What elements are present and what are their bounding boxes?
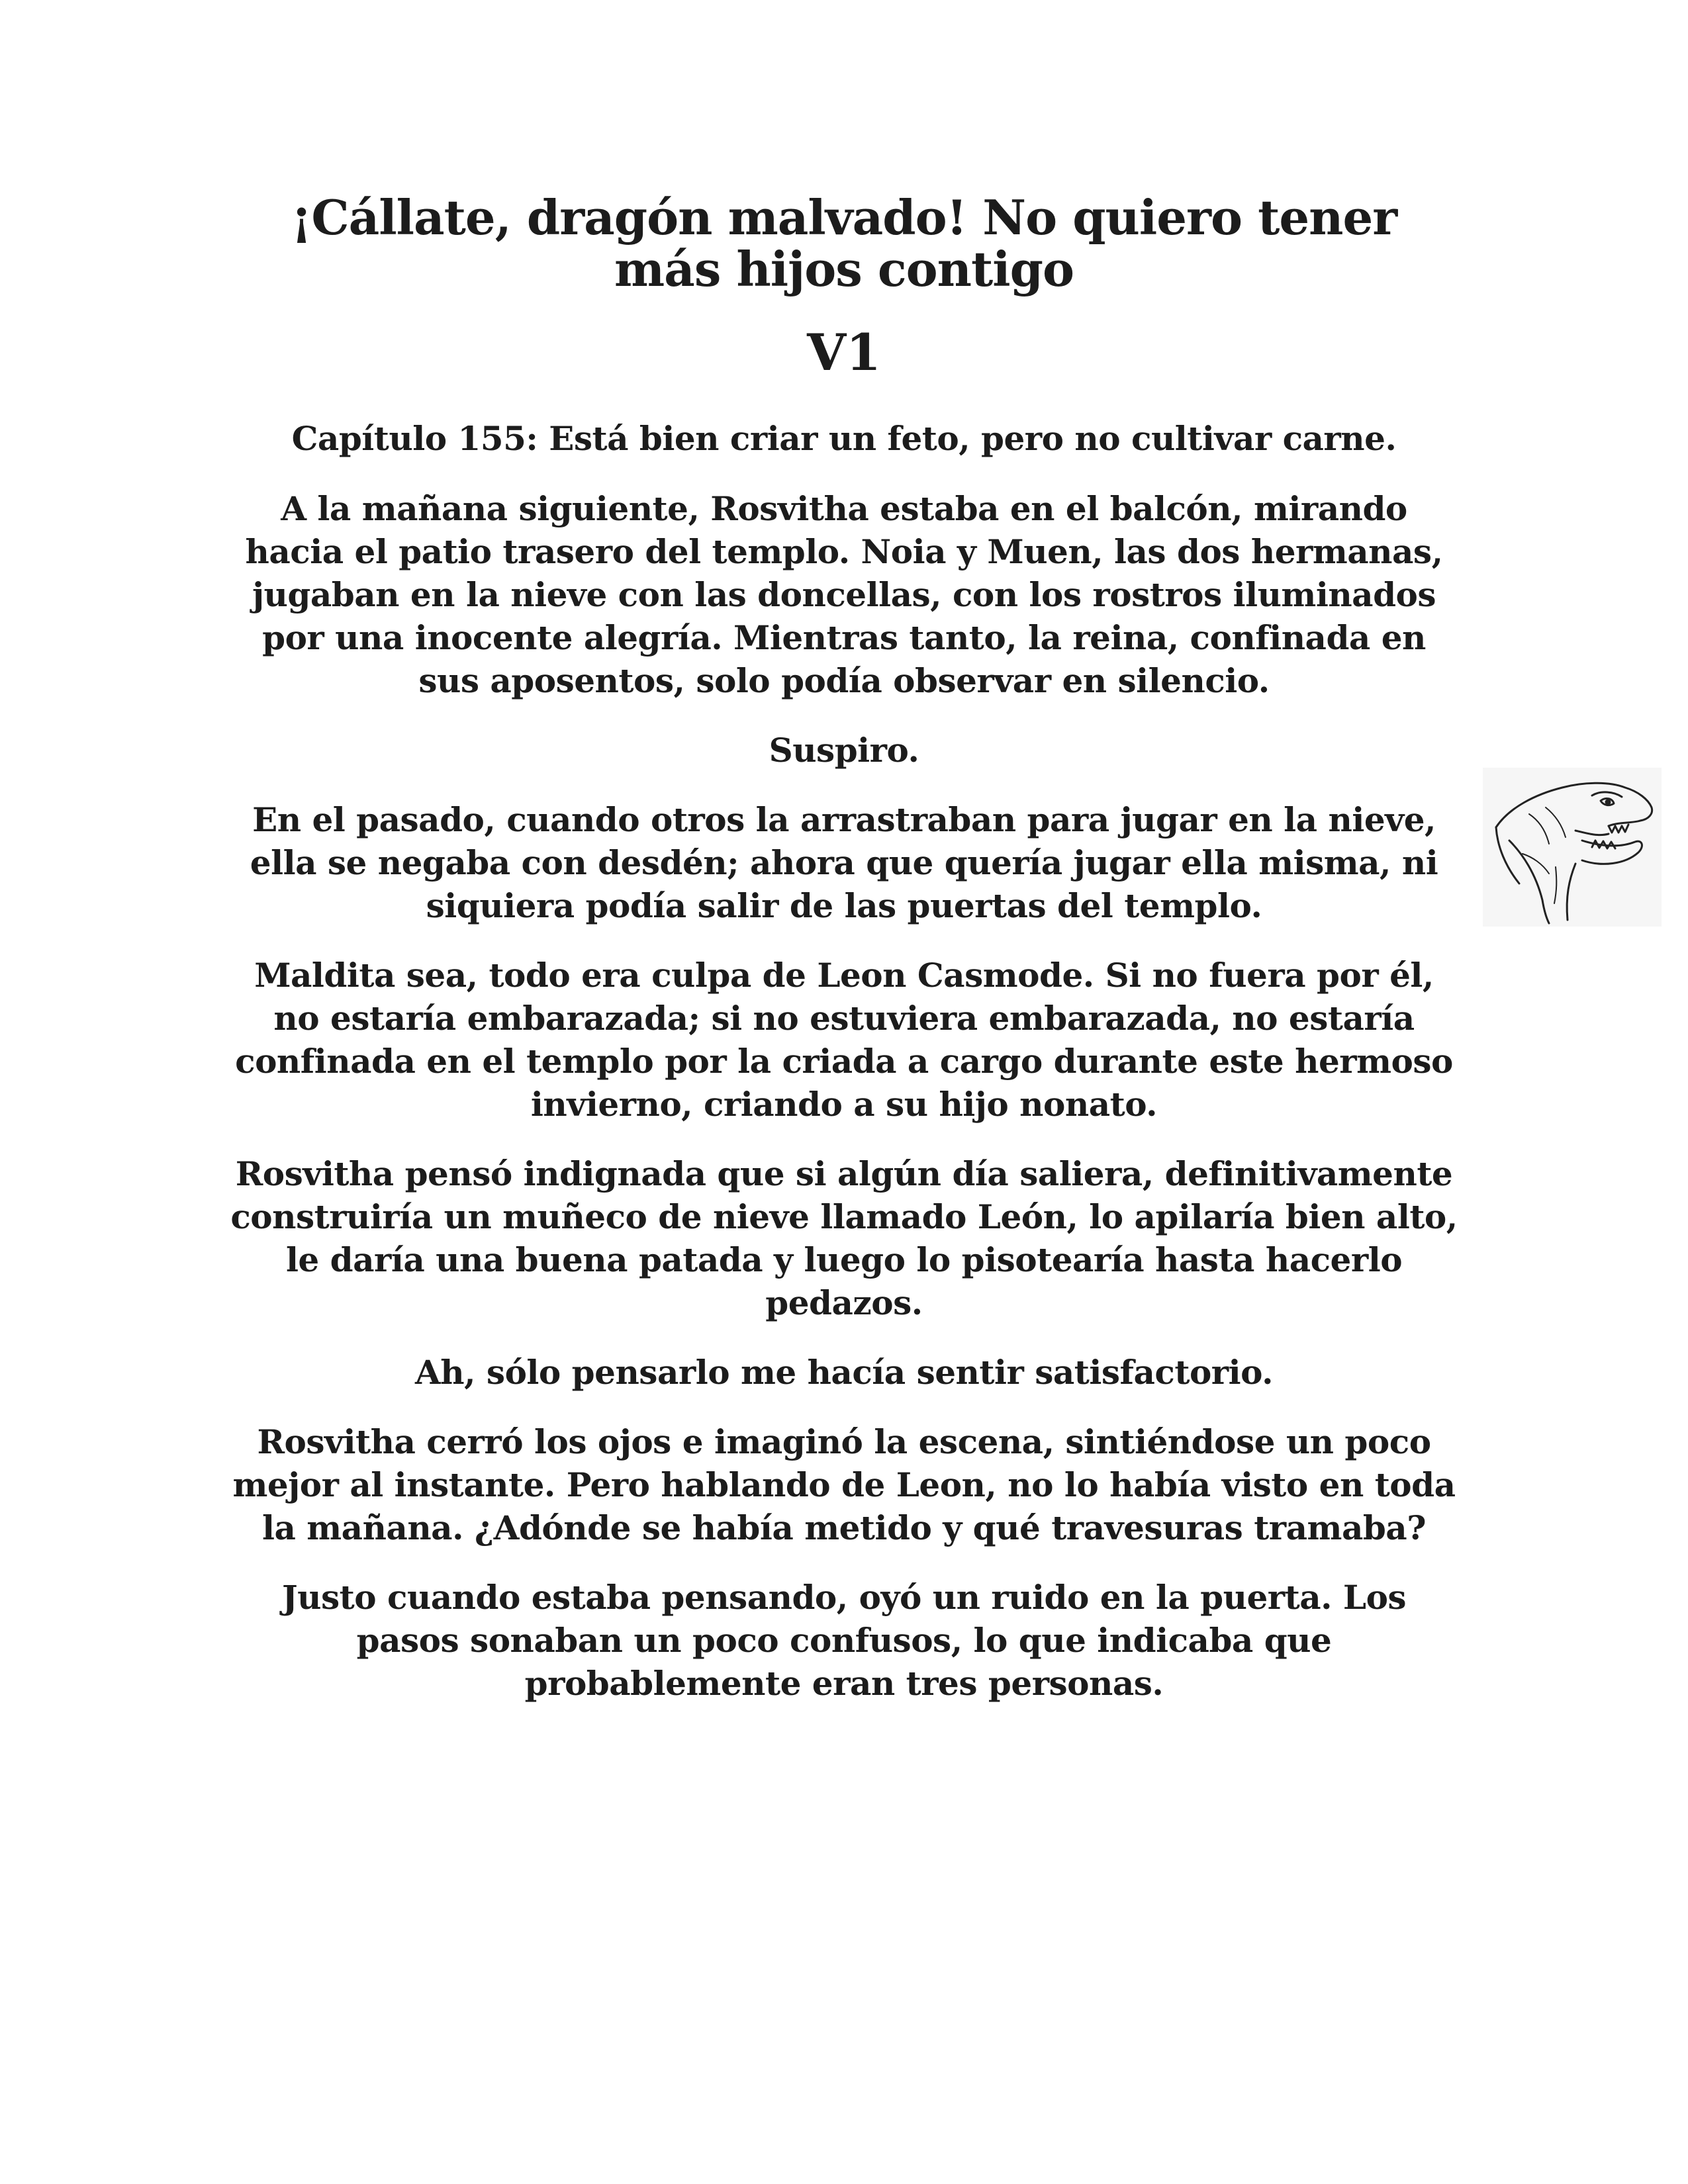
document-title (218, 189, 1470, 297)
paragraph-7: Rosvitha cerró los ojos e imaginó la escena, sintiéndose un poco mejor al instante. Pero hablando de Leon, no lo había visto en toda la mañana. ¿Adónde se había metido y qué travesuras tramaba? (232, 1422, 1456, 1547)
paragraph-3: En el pasado, cuando otros la arrastraban para jugar en la nieve, ella se negaba con desdén; ahora que quería jugar ella misma, ni siquiera podía salir de las puertas del templo. (250, 800, 1438, 925)
title-line-1: ¡Cállate, dragón malvado! No quiero tener (291, 189, 1397, 246)
paragraph-1: A la mañana siguiente, Rosvitha estaba en el balcón, mirando hacia el patio trasero del templo. Noia y Muen, las dos hermanas, jugaban en la nieve con las doncellas, con los rostros iluminados por una inocente alegría. Mientras tanto, la reina, confinada en sus aposentos, solo podía observar en silencio. (245, 489, 1443, 700)
document-page (218, 189, 1470, 1705)
paragraph-8: Justo cuando estaba pensando, oyó un ruido en la puerta. Los pasos sonaban un poco confusos, lo que indicaba que probablemente eran tres personas. (281, 1578, 1407, 1703)
paragraph-5: Rosvitha pensó indignada que si algún día saliera, definitivamente construiría un muñeco de nieve llamado León, lo apilaría bien alto, le daría una buena patada y luego lo pisotearía hasta hacerlo pedazos. (230, 1154, 1458, 1322)
chapter-heading: Capítulo 155: Está bien criar un feto, pero no cultivar carne. (291, 419, 1397, 458)
paragraph-6: Ah, sólo pensarlo me hacía sentir satisfactorio. (414, 1353, 1274, 1392)
paragraph-4: Maldita sea, todo era culpa de Leon Casmode. Si no fuera por él, no estaría embarazada; si no estuviera embarazada, no estaría confinada en el templo por la criada a cargo durante este hermoso invierno, criando a su hijo nonato. (235, 956, 1453, 1124)
dinosaur-sketch-icon (1483, 768, 1662, 927)
paragraph-2: Suspiro. (769, 731, 919, 770)
volume-label: V1 (807, 323, 881, 382)
title-line-2: más hijos contigo (614, 241, 1074, 297)
